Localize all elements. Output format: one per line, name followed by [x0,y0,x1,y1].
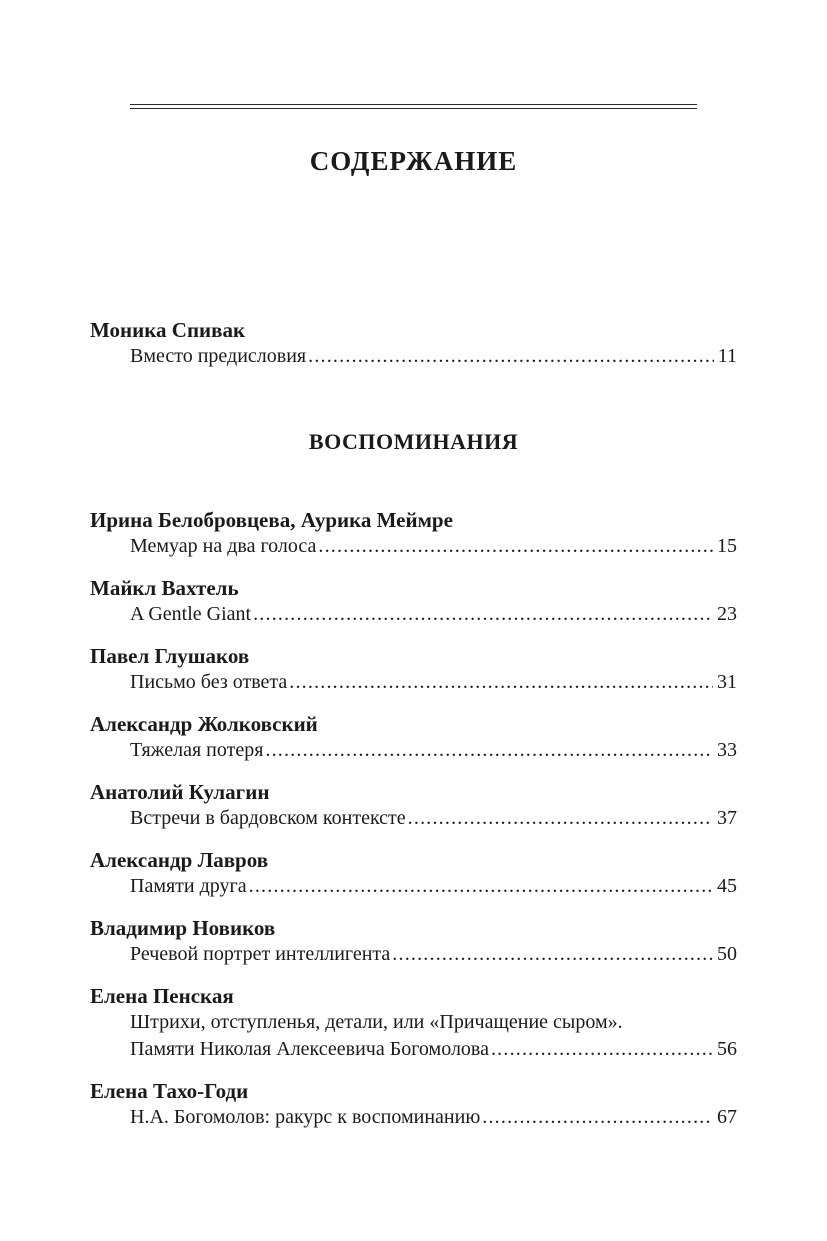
toc-entry-page: 11 [717,345,737,367]
dot-leader [482,1106,713,1129]
dot-leader [253,603,713,626]
toc-entry[interactable] [130,345,737,368]
toc-author: Александр Жолковский [90,712,318,736]
section-title: ВОСПОМИНАНИЯ [308,429,519,454]
toc-entry[interactable] [130,603,737,626]
page-title: СОДЕРЖАНИЕ [309,146,518,176]
toc-entry-page: 67 [717,1106,737,1128]
toc-entry[interactable] [130,1106,737,1129]
toc-entry-title: Мемуар на два голоса [130,535,317,557]
toc-entry[interactable] [130,671,737,694]
toc-entry-title: Памяти друга [130,875,247,897]
toc-entry-title: Н.А. Богомолов: ракурс к воспоминанию [130,1106,481,1128]
toc-author: Майкл Вахтель [90,576,239,600]
dot-leader [249,875,713,898]
toc-entry-page: 15 [717,535,737,557]
toc-author: Моника Спивак [90,318,246,342]
toc-entry-page: 23 [717,603,737,625]
toc-entry-title: A Gentle Giant [130,603,252,625]
toc-entry[interactable] [130,739,737,762]
toc-entry[interactable] [130,535,737,558]
dot-leader [265,739,713,762]
toc-author: Павел Глушаков [90,644,250,668]
dot-leader [318,535,713,558]
toc-entry-title-line: Штрихи, отступленья, детали, или «Причащение сыром». [130,1011,623,1033]
toc-author: Владимир Новиков [90,916,276,940]
dot-leader [392,943,713,966]
toc-entry[interactable] [130,943,737,966]
top-rule-upper [130,104,697,105]
toc-author: Елена Тахо-Годи [90,1079,249,1103]
toc-entry[interactable] [130,807,737,830]
toc-entry-page: 37 [717,807,737,829]
toc-entry-page: 45 [717,875,737,897]
toc-entry-title: Памяти Николая Алексеевича Богомолова [130,1038,489,1060]
toc-entry-title: Встречи в бардовском контексте [130,807,406,829]
toc-author: Анатолий Кулагин [90,780,270,804]
toc-author: Александр Лавров [90,848,269,872]
toc-author: Ирина Белобровцева, Аурика Меймре [90,508,453,532]
dot-leader [308,345,714,368]
dot-leader [408,807,713,830]
toc-entry-title: Речевой портрет интеллигента [130,943,391,965]
toc-author: Елена Пенская [90,984,234,1008]
top-rule-lower [130,108,697,109]
dot-leader [289,671,713,694]
toc-entry[interactable] [130,1038,737,1061]
toc-entry-title: Тяжелая потеря [130,739,264,761]
toc-entry-page: 56 [717,1038,737,1060]
dot-leader [491,1038,713,1061]
toc-entry-title: Вместо предисловия [130,345,307,367]
toc-entry[interactable] [130,875,737,898]
toc-entry-page: 33 [717,739,737,761]
toc-entry-page: 31 [717,671,737,693]
toc-entry-page: 50 [717,943,737,965]
toc-entry-title: Письмо без ответа [130,671,288,693]
